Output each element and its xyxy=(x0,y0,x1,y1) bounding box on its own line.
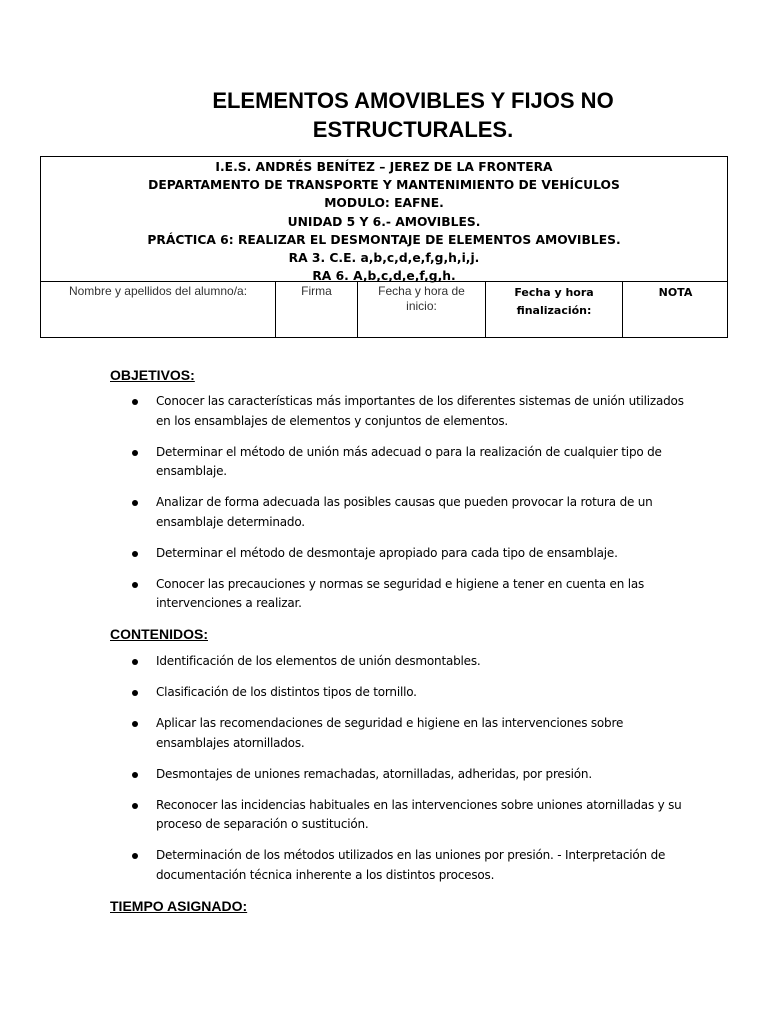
list-item-text: Identificación de los elementos de unión desmontables. xyxy=(156,654,481,668)
list-item-text: Conocer las precauciones y normas se seguridad e higiene a tener en cuenta en las intervenciones a realizar. xyxy=(156,576,645,610)
list-item xyxy=(128,493,688,532)
list-item-text: Determinar el método de desmontaje apropiado para cada tipo de ensamblaje. xyxy=(156,545,618,560)
ra6-line: RA 6. A,b,c,d,e,f,g,h. xyxy=(312,269,456,284)
list-item xyxy=(128,765,688,785)
bullet-icon xyxy=(132,721,138,727)
list-item-text: Determinación de los métodos utilizados en las uniones por presión. - Interpretación de documentación técnica inherente a los distintos procesos. xyxy=(156,848,666,882)
signature-field[interactable] xyxy=(276,282,358,338)
end-datetime-field[interactable] xyxy=(486,282,623,338)
student-name-field[interactable] xyxy=(41,282,276,338)
practice-line: PRÁCTICA 6: REALIZAR EL DESMONTAJE DE ELEMENTOS AMOVIBLES. xyxy=(147,232,621,247)
list-item-text: Aplicar las recomendaciones de seguridad e higiene en las intervenciones sobre ensamblajes atornillados. xyxy=(156,716,624,750)
list-item-text: Reconocer las incidencias habituales en las intervenciones sobre uniones atornilladas y su proceso de separación o sustitución. xyxy=(156,797,682,831)
bullet-icon xyxy=(132,690,138,696)
list-item-text: Clasificación de los distintos tipos de tornillo. xyxy=(156,685,417,699)
list-item xyxy=(128,443,688,482)
ra3-line: RA 3. C.E. a,b,c,d,e,f,g,h,i,j. xyxy=(288,251,480,266)
tiempo-heading: TIEMPO ASIGNADO: xyxy=(110,898,248,914)
list-item xyxy=(128,714,688,753)
module-line: MODULO: EAFNE. xyxy=(324,196,444,211)
grade-label: NOTA xyxy=(658,286,693,299)
signature-label: Firma xyxy=(301,284,332,298)
list-item xyxy=(128,846,688,885)
contenidos-heading: CONTENIDOS: xyxy=(110,626,208,642)
title-line-1: ELEMENTOS AMOVIBLES Y FIJOS NO xyxy=(212,88,614,113)
start-label-line-1: Fecha y hora de xyxy=(378,284,465,298)
list-item-text: Desmontajes de uniones remachadas, atornilladas, adheridas, por presión. xyxy=(156,766,592,781)
objetivos-list xyxy=(128,392,688,625)
bullet-icon xyxy=(132,853,138,859)
bullet-icon xyxy=(132,551,138,557)
department-line: DEPARTAMENTO DE TRANSPORTE Y MANTENIMIENTO DE VEHÍCULOS xyxy=(148,178,620,193)
list-item xyxy=(128,392,688,431)
bullet-icon xyxy=(132,803,138,809)
bullet-icon xyxy=(132,582,138,588)
grade-field[interactable] xyxy=(623,282,728,338)
bullet-icon xyxy=(132,399,138,405)
bullet-icon xyxy=(132,772,138,778)
bullet-icon xyxy=(132,500,138,506)
list-item-text: Conocer las características más importantes de los diferentes sistemas de unión utilizados en los ensamblajes de elementos y conjuntos de elementos. xyxy=(156,394,684,428)
start-label-line-2: inicio: xyxy=(406,299,437,313)
student-fields-row xyxy=(41,282,727,338)
list-item xyxy=(128,544,688,564)
list-item-text: Determinar el método de unión más adecuad o para la realización de cualquier tipo de ensamblaje. xyxy=(156,444,662,478)
title-line-2: ESTRUCTURALES. xyxy=(312,117,514,142)
end-label-line-1: Fecha y hora xyxy=(514,286,594,299)
list-item xyxy=(128,683,688,703)
list-item xyxy=(128,652,688,672)
school-line: I.E.S. ANDRÉS BENÍTEZ – JEREZ DE LA FRONTERA xyxy=(215,160,553,174)
list-item xyxy=(128,575,688,614)
unit-line: UNIDAD 5 Y 6.- AMOVIBLES. xyxy=(287,214,481,229)
school-info xyxy=(41,157,727,282)
bullet-icon xyxy=(132,659,138,665)
list-item-text: Analizar de forma adecuada las posibles causas que pueden provocar la rotura de un ensamblaje determinado. xyxy=(156,495,653,529)
end-label-line-2: finalización: xyxy=(516,304,592,317)
start-datetime-field[interactable] xyxy=(358,282,486,338)
bullet-icon xyxy=(132,450,138,456)
header-table xyxy=(40,156,728,338)
contenidos-list xyxy=(128,652,688,897)
objetivos-heading: OBJETIVOS: xyxy=(110,367,195,383)
list-item xyxy=(128,796,688,835)
student-name-label: Nombre y apellidos del alumno/a: xyxy=(68,284,248,298)
document-title xyxy=(0,86,768,144)
